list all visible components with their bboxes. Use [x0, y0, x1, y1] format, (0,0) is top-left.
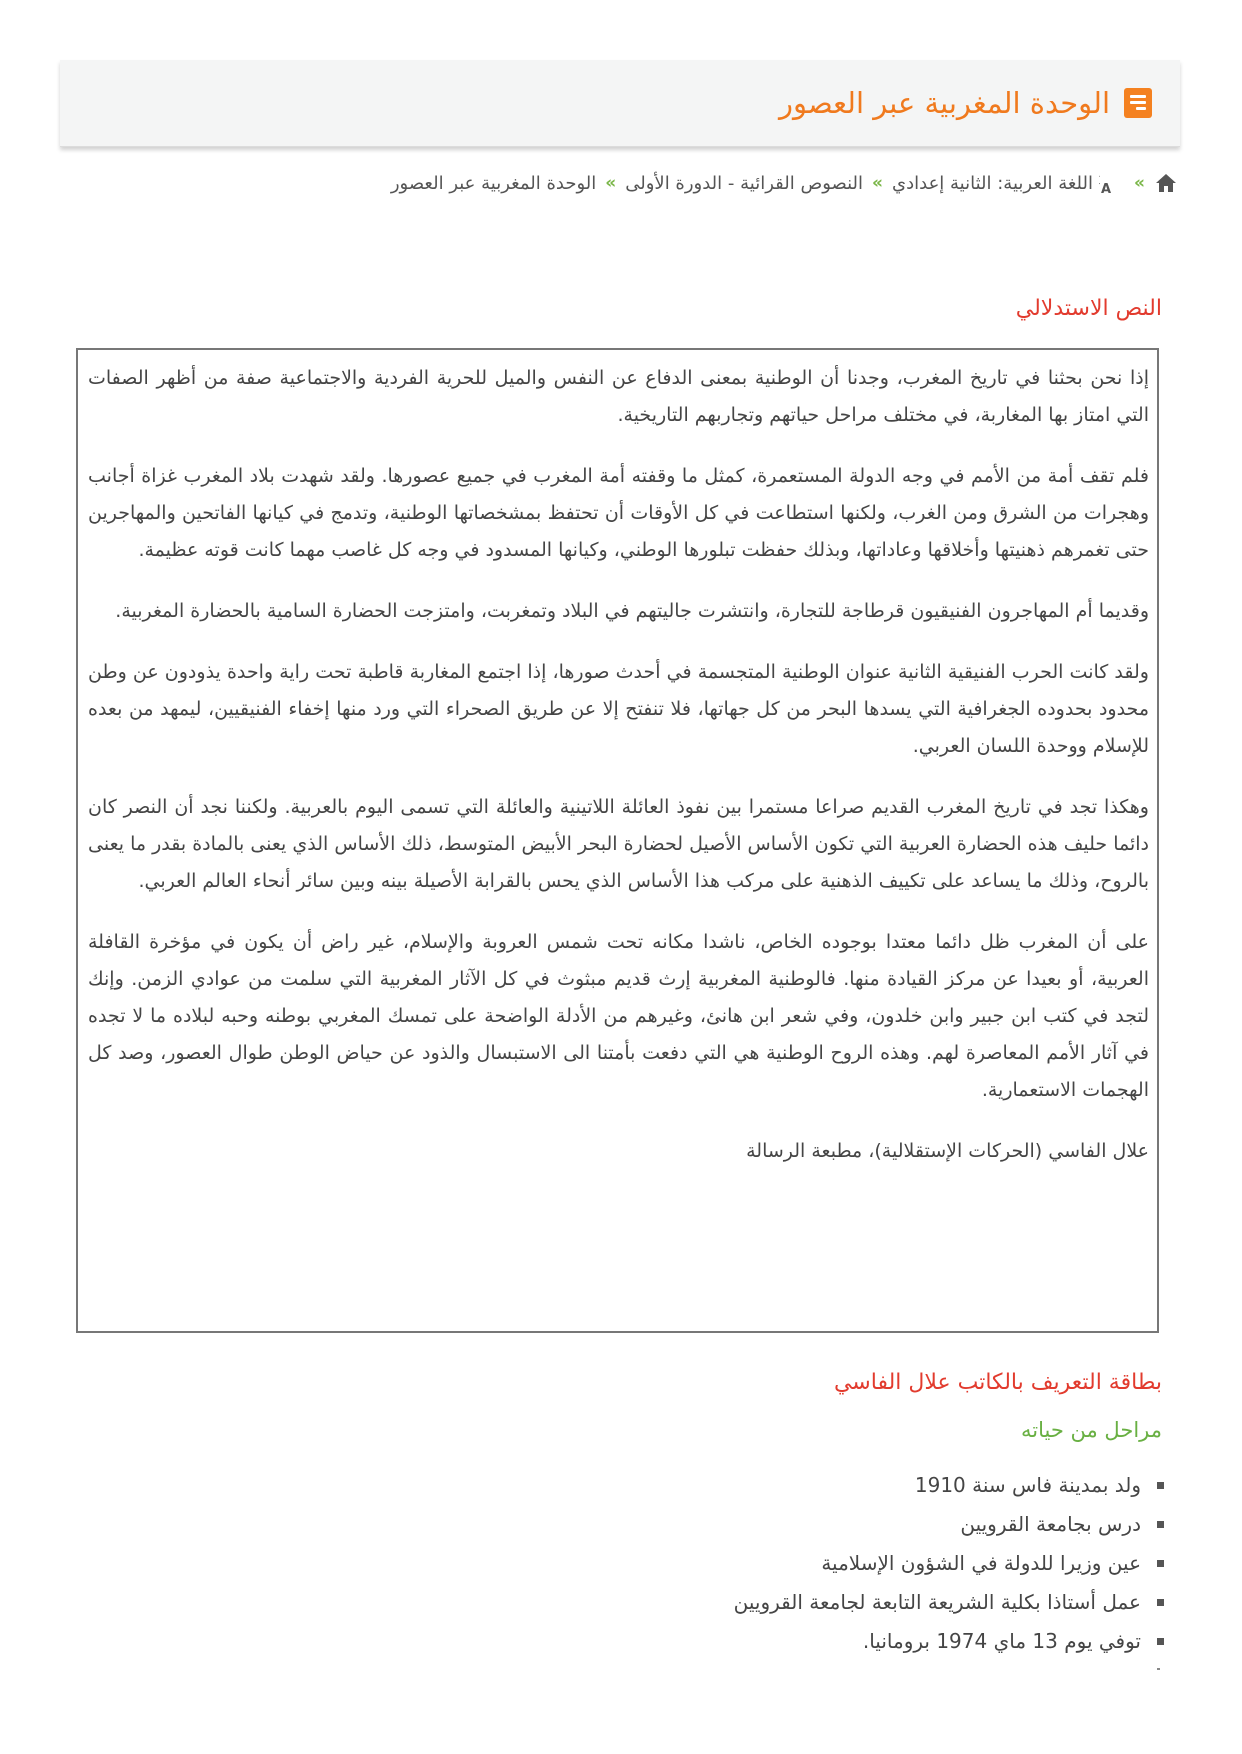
breadcrumb-item-category[interactable]: النصوص القرائية - الدورة الأولى: [625, 172, 864, 194]
author-card-heading: بطاقة التعريف بالكاتب علال الفاسي: [833, 1370, 1162, 1395]
text-paragraph: فلم تقف أمة من الأمم في وجه الدولة المستعمرة، كمثل ما وقفته أمة المغرب في جميع عصورها. ولقد شهدت بلاد المغرب غزاة أجانب وهجرات من الشرق ومن الغرب، ولكنها استطاعت في كل الأوقات أن تحتفظ بمشخصاتها الوطنية، وتدمج في كيانها الفاتحين والمهاجرين حتى تغمرهم ذهنيتها وأخلاقها وعاداتها، وبذلك حفظت تبلورها الوطني، وكيانها المسدود في وجه كل غاصب مهما كانت قوته عظيمة.: [88, 465, 1149, 561]
text-paragraph: على أن المغرب ظل دائما معتدا بوجوده الخاص، ناشدا مكانه تحت شمس العروبة والإسلام، غير راض أن يكون في مؤخرة القافلة العربية، أو بعيدا عن مركز القيادة منها. فالوطنية المغربية إرث قديم مبثوث في كل الآثار المغربية التي سلمت من عوادي الزمن. وإنك لتجد في كتب ابن جبير وابن خلدون، وفي شعر ابن هانئ، وغيرهم من الأدلة الواضحة على تمسك المغربي بوطنه وحبه لبلاده ما لا تجده في آثار الأمم المعاصرة لهم. وهذه الروح الوطنية هي التي دفعت بأمتنا الى الاستبسال والذود عن حياض الوطن طوال العصور، وصد كل الهجمات الاستعمارية.: [88, 931, 1149, 1101]
list-item: [734, 1583, 1164, 1622]
reading-text-heading: النص الاستدلالي: [1015, 296, 1162, 321]
text-paragraph: ولقد كانت الحرب الفنيقية الثانية عنوان الوطنية المتجسمة في أحدث صورها، إذا اجتمع المغاربة قاطبة تحت راية واحدة يذودون عن وطن محدود بحدوده الجغرافية التي يسدها البحر من كل جهاتها، فلا تنفتح إلا عن طريق الصحراء التي ورد منها إخفاء الفنيقيين، ليمهد من بعده للإسلام ووحدة اللسان العربي.: [88, 661, 1149, 757]
list-item-text: عمل أستاذا بكلية الشريعة التابعة لجامعة القرويين: [733, 1590, 1141, 1614]
list-item: [734, 1505, 1164, 1544]
list-item: [734, 1544, 1164, 1583]
svg-text:A: A: [1100, 182, 1112, 195]
breadcrumb-separator: »: [872, 173, 884, 193]
breadcrumb-separator: »: [1134, 173, 1145, 193]
translate-icon: [1099, 171, 1125, 195]
life-stages-heading: مراحل من حياته: [1021, 1418, 1162, 1442]
bullet-icon: [1157, 1482, 1164, 1489]
bullet-icon: [1157, 1521, 1164, 1528]
list-item-text: عين وزيرا للدولة في الشؤون الإسلامية: [821, 1551, 1141, 1575]
document-icon: [1124, 88, 1152, 118]
life-stages-list: [734, 1466, 1164, 1661]
bullet-icon: [1157, 1599, 1164, 1606]
bullet-icon: [1157, 1638, 1164, 1645]
breadcrumb-item-current: الوحدة المغربية عبر العصور: [390, 172, 597, 194]
text-source: علال الفاسي (الحركات الإستقلالية)، مطبعة الرسالة: [746, 1140, 1149, 1162]
reading-text-box: [76, 348, 1159, 1333]
list-item-text: درس بجامعة القرويين: [960, 1512, 1141, 1536]
list-item: [734, 1466, 1164, 1505]
svg-text:文: [1099, 172, 1100, 186]
text-paragraph: إذا نحن بحثنا في تاريخ المغرب، وجدنا أن الوطنية بمعنى الدفاع عن النفس والميل للحرية الفردية والاجتماعية صفة من أظهر الصفات التي امتاز بها المغاربة، في مختلف مراحل حياتهم وتجاربهم التاريخية.: [88, 367, 1149, 426]
page-title: الوحدة المغربية عبر العصور: [779, 86, 1110, 120]
decorative-dot: [1157, 1668, 1160, 1670]
home-icon[interactable]: [1154, 172, 1178, 194]
breadcrumb: [391, 166, 1178, 200]
text-paragraph: وقديما أم المهاجرون الفنيقيون قرطاجة للتجارة، وانتشرت جاليتهم في البلاد وتمغربت، وامتزجت الحضارة السامية بالحضارة المغربية.: [115, 600, 1149, 622]
breadcrumb-item-subject[interactable]: اللغة العربية: الثانية إعدادي: [892, 172, 1094, 194]
text-paragraph: وهكذا تجد في تاريخ المغرب القديم صراعا مستمرا بين نفوذ العائلة اللاتينية والعائلة التي تسمى اليوم بالعربية. ولكننا نجد أن النصر كان دائما حليف هذه الحضارة العربية التي تكون الأساس الأصيل لحضارة البحر الأبيض المتوسط، ذلك الأساس الذي يعنى بالمادة بقدر ما يعنى بالروح، وذلك ما يساعد على تكييف الذهنية على مركب هذا الأساس الذي يحس بالقرابة الأصيلة بينه وبين سائر أنحاء العالم العربي.: [88, 796, 1149, 892]
page-header: [60, 60, 1180, 147]
list-item-text: ولد بمدينة فاس سنة 1910: [914, 1473, 1141, 1497]
list-item: [734, 1622, 1164, 1661]
bullet-icon: [1157, 1560, 1164, 1567]
breadcrumb-separator: »: [605, 173, 617, 193]
list-item-text: توفي يوم 13 ماي 1974 برومانيا.: [862, 1629, 1141, 1653]
